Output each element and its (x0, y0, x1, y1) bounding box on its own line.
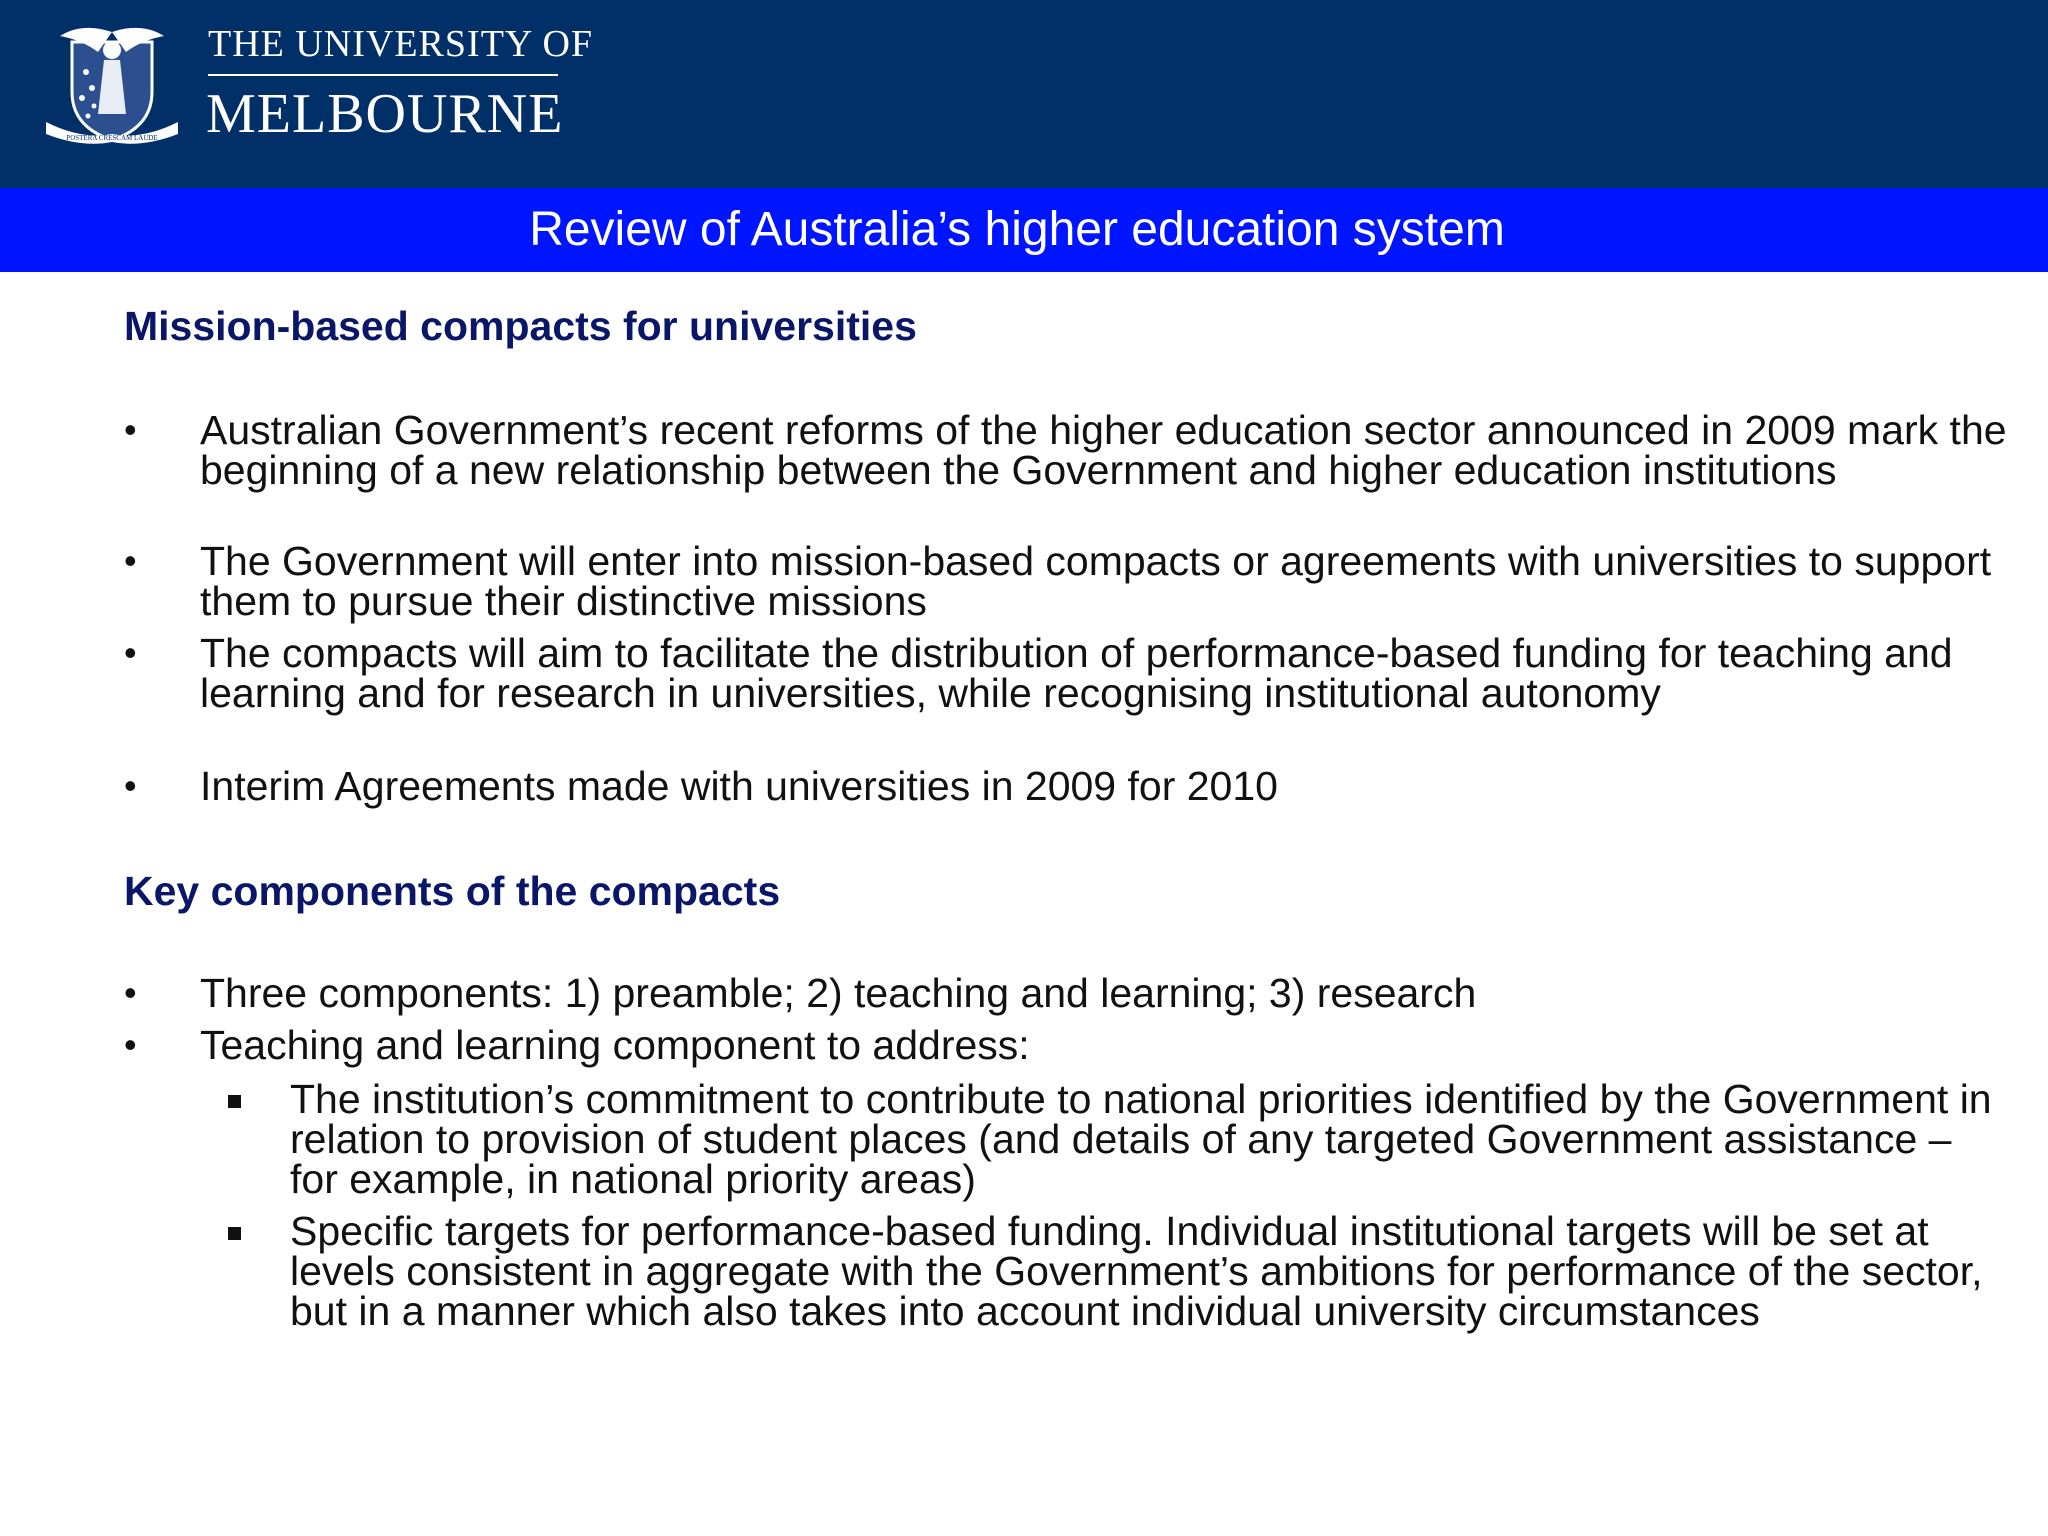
bullet-dot-icon: • (124, 409, 137, 450)
bullet-dot-icon: • (124, 632, 137, 673)
list-item-text: Australian Government’s recent reforms of the higher education sector announced in 2009 mark the beginning of a new relationship between the Government and higher education institutions (200, 407, 2007, 493)
bullet-dot-icon: • (124, 1024, 137, 1065)
list-item-text: The Government will enter into mission-based compacts or agreements with universities to support them to pursue their distinctive missions (200, 538, 1992, 624)
list-item-text: The compacts will aim to facilitate the distribution of performance-based funding for teaching and learning and for research in universities, while recognising institutional autonomy (200, 630, 1953, 716)
university-name-divider (208, 74, 558, 76)
bullet-dot-icon: • (124, 765, 137, 806)
list-item-text: Interim Agreements made with universities in 2009 for 2010 (200, 763, 1278, 809)
sub-list-item-text: Specific targets for performance-based funding. Individual institutional targets will be set at levels consistent in aggregate with the Government’s ambitions for performance of the sector, but in a manner which also takes into account individual university circumstances (290, 1208, 1983, 1334)
sub-list-item-text: The institution’s commitment to contribute to national priorities identified by the Government in relation to provision of student places (and details of any targeted Government assistance – for example, in national priority areas) (290, 1076, 1992, 1202)
university-name-line2: MELBOURNE (206, 83, 564, 145)
section-heading-key-components: Key components of the compacts (124, 868, 781, 914)
slide-title: Review of Australia’s higher education system (529, 203, 1505, 256)
list-item-text: Teaching and learning component to address: (200, 1022, 1030, 1068)
bullet-dot-icon: • (124, 972, 137, 1013)
square-bullet-icon (228, 1095, 241, 1108)
list-item-text: Three components: 1) preamble; 2) teaching and learning; 3) research (200, 970, 1477, 1016)
section-heading-mission-compacts: Mission-based compacts for universities (124, 303, 917, 349)
bullet-dot-icon: • (124, 540, 137, 581)
svg-text:POSTERA CRESCAM LAUDE: POSTERA CRESCAM LAUDE (66, 134, 158, 142)
university-name-line1: THE UNIVERSITY OF (208, 23, 594, 65)
university-crest-logo (42, 22, 182, 147)
square-bullet-icon (228, 1227, 241, 1240)
